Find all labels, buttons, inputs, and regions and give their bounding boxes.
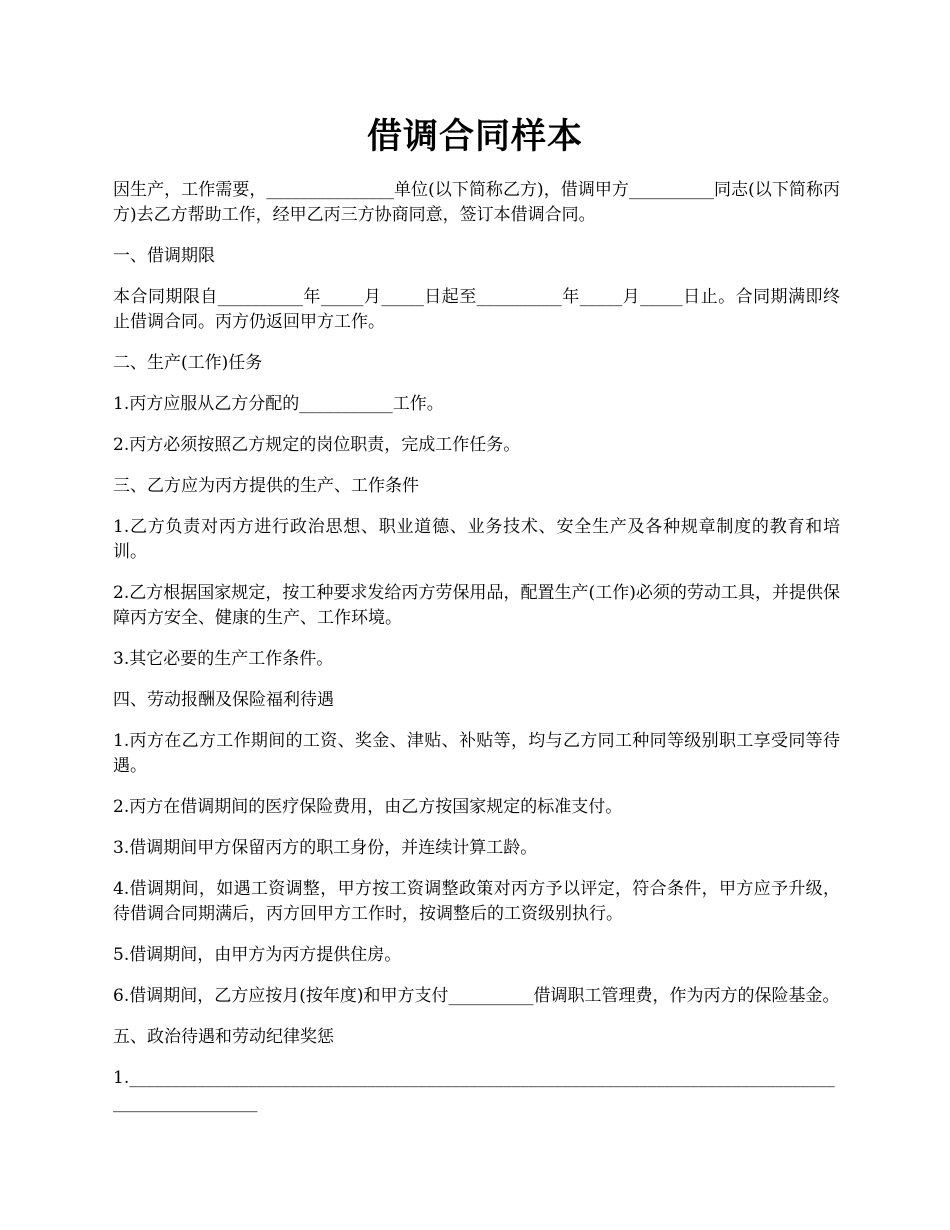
conditions-item-3: 3.其它必要的生产工作条件。 [113, 649, 334, 669]
discipline-item-1: 1.____________________________________________________________________________________________________ [113, 1068, 835, 1113]
compensation-item-4: 4.借调期间，如遇工资调整，甲方按工资调整政策对丙方予以评定，符合条件，甲方应予升级，待借调合同期满后，丙方回甲方工作时，按调整后的工资级别执行。 [113, 879, 840, 924]
section-heading-tasks: 二、生产(工作)任务 [113, 353, 263, 373]
compensation-item-1: 1.丙方在乙方工作期间的工资、奖金、津贴、补贴等，均与乙方同工种同等级别职工享受同等待遇。 [113, 731, 840, 776]
document-title: 借调合同样本 [366, 116, 583, 157]
conditions-item-1: 1.乙方负责对丙方进行政治思想、职业道德、业务技术、安全生产及各种规章制度的教育和培训。 [113, 517, 840, 562]
compensation-item-5: 5.借调期间，由甲方为丙方提供住房。 [113, 945, 402, 965]
intro-paragraph: 因生产，工作需要，_______________单位(以下简称乙方)，借调甲方__________同志(以下简称丙方)去乙方帮助工作，经甲乙丙三方协商同意，签订本借调合同。 [113, 180, 840, 225]
section-heading-conditions: 三、乙方应为丙方提供的生产、工作条件 [113, 476, 419, 496]
document-body [113, 178, 840, 1116]
section-heading-term: 一、借调期限 [113, 246, 215, 266]
tasks-item-1: 1.丙方应服从乙方分配的___________工作。 [113, 394, 444, 414]
section-heading-discipline: 五、政治待遇和劳动纪律奖惩 [113, 1027, 334, 1047]
compensation-item-3: 3.借调期间甲方保留丙方的职工身份，并连续计算工龄。 [113, 838, 538, 858]
compensation-item-6: 6.借调期间，乙方应按月(按年度)和甲方支付__________借调职工管理费，作为丙方的保险基金。 [113, 986, 840, 1006]
compensation-item-2: 2.丙方在借调期间的医疗保险费用，由乙方按国家规定的标准支付。 [113, 797, 623, 817]
term-paragraph: 本合同期限自__________年_____月_____日起至__________年_____月_____日止。合同期满即终止借调合同。丙方仍返回甲方工作。 [113, 287, 840, 332]
tasks-item-2: 2.丙方必须按照乙方规定的岗位职责，完成工作任务。 [113, 435, 521, 455]
section-heading-compensation: 四、劳动报酬及保险福利待遇 [113, 690, 334, 710]
conditions-item-2: 2.乙方根据国家规定，按工种要求发给丙方劳保用品，配置生产(工作)必须的劳动工具，并提供保障丙方安全、健康的生产、工作环境。 [113, 583, 840, 628]
